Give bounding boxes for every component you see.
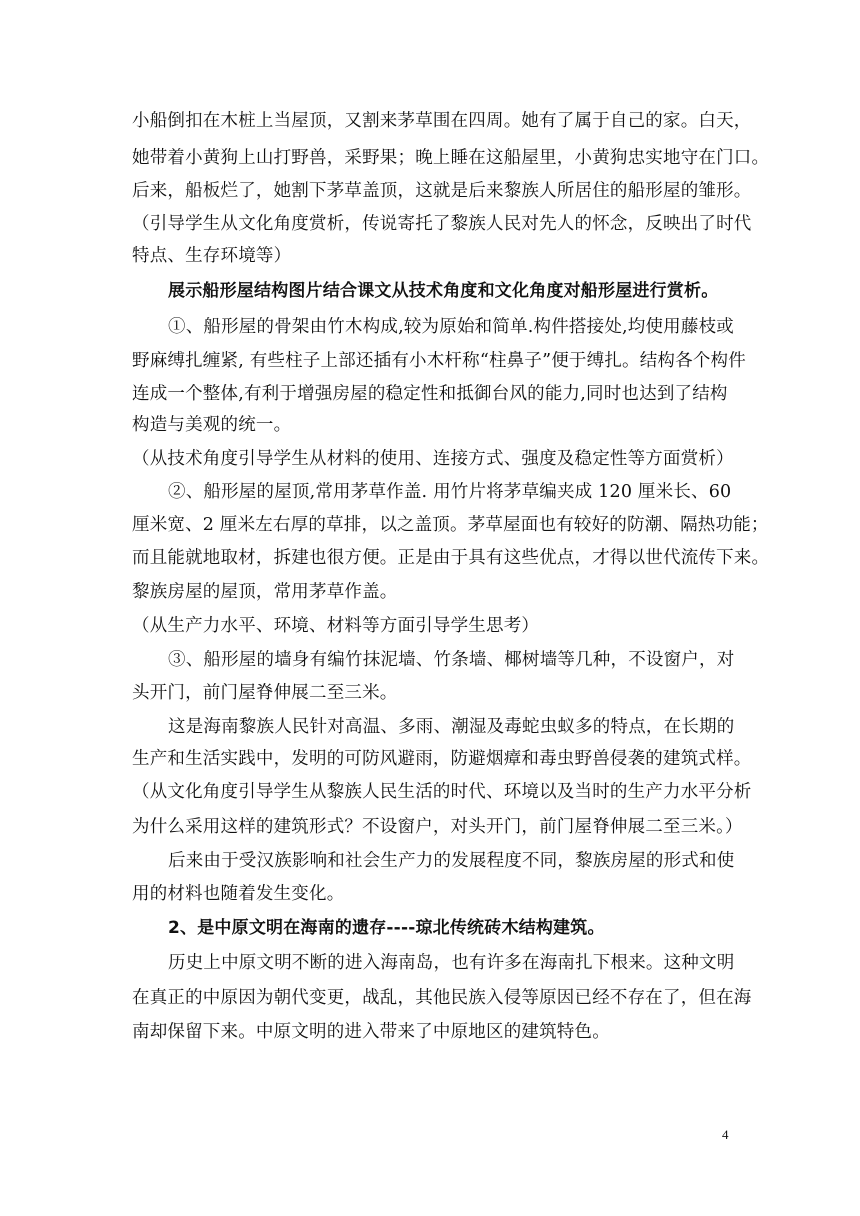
text-line: 为什么采用这样的建筑形式？不设窗户，对头开门，前门屋脊伸展二至三米。） bbox=[132, 817, 743, 837]
text-line: 用的材料也随着发生变化。 bbox=[132, 884, 345, 904]
text-line: 在真正的中原因为朝代变更，战乱，其他民族入侵等原因已经不存在了，但在海 bbox=[132, 988, 752, 1008]
text-line: 特点、生存环境等） bbox=[132, 246, 292, 266]
text-line: ②、船形屋的屋顶,常用茅草作盖. 用竹片将茅草编夹成 120 厘米长、60 bbox=[168, 482, 732, 502]
text-line: 她带着小黄狗上山打野兽，采野果；晚上睡在这船屋里，小黄狗忠实地守在门口。 bbox=[132, 148, 770, 168]
text-line: 小船倒扣在木桩上当屋顶，又割来茅草围在四周。她有了属于自己的家。白天， bbox=[132, 111, 752, 131]
text-line: 构造与美观的统一。 bbox=[132, 415, 292, 435]
text-line: 厘米宽、2 厘米左右厚的草排，以之盖顶。茅草屋面也有较好的防潮、隔热功能； bbox=[132, 515, 769, 535]
text-line: ①、船形屋的骨架由竹木构成,较为原始和简单.构件搭接处,均使用藤枝或 bbox=[168, 317, 734, 337]
text-line: 南却保留下来。中原文明的进入带来了中原地区的建筑特色。 bbox=[132, 1022, 610, 1042]
text-line: （从技术角度引导学生从材料的使用、连接方式、强度及稳定性等方面赏析） bbox=[132, 449, 734, 469]
text-line: 后来，船板烂了，她割下茅草盖顶，这就是后来黎族人所居住的船形屋的雏形。 bbox=[132, 181, 752, 201]
text-line: （从生产力水平、环境、材料等方面引导学生思考） bbox=[132, 616, 540, 636]
page-number: 4 bbox=[722, 1127, 729, 1142]
text-line: ③、船形屋的墙身有编竹抹泥墙、竹条墙、椰树墙等几种，不设窗户，对 bbox=[168, 650, 735, 670]
text-line: 黎族房屋的屋顶，常用茅草作盖。 bbox=[132, 582, 398, 602]
section-heading: 展示船形屋结构图片结合课文从技术角度和文化角度对船形屋进行赏析。 bbox=[168, 281, 719, 301]
text-line: 后来由于受汉族影响和社会生产力的发展程度不同，黎族房屋的形式和使 bbox=[168, 851, 735, 871]
text-line: 生产和生活实践中，发明的可防风避雨，防避烟瘴和毒虫野兽侵袭的建筑式样。 bbox=[132, 749, 752, 769]
text-line: 头开门，前门屋脊伸展二至三米。 bbox=[132, 683, 398, 703]
text-line: 历史上中原文明不断的进入海南岛，也有许多在海南扎下根来。这种文明 bbox=[168, 953, 735, 973]
text-line: 野麻缚扎缠紧, 有些柱子上部还插有小木杆称“柱鼻子”便于缚扎。结构各个构件 bbox=[132, 351, 746, 371]
text-line: （引导学生从文化角度赏析，传说寄托了黎族人民对先人的怀念，反映出了时代 bbox=[132, 214, 752, 234]
section-heading: 2、是中原文明在海南的遗存----琼北传统砖木结构建筑。 bbox=[168, 918, 605, 938]
text-line: 而且能就地取材，拆建也很方便。正是由于具有这些优点，才得以世代流传下来。 bbox=[132, 548, 770, 568]
text-line: （从文化角度引导学生从黎族人民生活的时代、环境以及当时的生产力水平分析 bbox=[132, 782, 752, 802]
text-line: 连成一个整体,有利于增强房屋的稳定性和抵御台风的能力,同时也达到了结构 bbox=[132, 384, 728, 404]
text-line: 这是海南黎族人民针对高温、多雨、潮湿及毒蛇虫蚁多的特点，在长期的 bbox=[168, 717, 735, 737]
